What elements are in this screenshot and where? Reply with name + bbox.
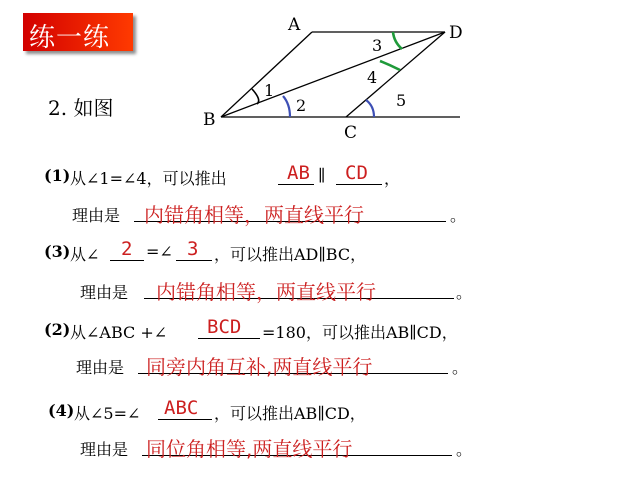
question-4 — [0, 397, 640, 427]
question-3-reason — [0, 276, 640, 306]
question-1-reason — [0, 199, 640, 229]
angle-arc-2 — [283, 96, 290, 117]
question-2-stem: 从∠ABC +∠ — [70, 323, 168, 342]
point-label-b: B — [203, 110, 216, 130]
question-1-reason-answer: 内错角相等，两直线平行 — [144, 203, 364, 227]
question-2-reason — [0, 351, 640, 381]
question-1-period: 。 — [450, 206, 467, 225]
question-4-blank-1[interactable] — [158, 419, 212, 420]
question-2-answer-1: BCD — [207, 316, 242, 338]
question-2-period: 。 — [452, 358, 469, 377]
question-3-stem: 从∠ — [70, 245, 100, 264]
diagonal-bd — [221, 32, 445, 117]
question-3-reason-label: 理由是 — [80, 283, 129, 302]
question-3-equals: =∠ — [146, 242, 173, 261]
question-1-parallel-sign: ∥ — [318, 166, 326, 185]
point-label-d: D — [449, 23, 463, 43]
question-2-reason-label: 理由是 — [76, 358, 125, 377]
question-3-period: 。 — [456, 283, 473, 302]
angle-label-5: 5 — [396, 91, 407, 110]
question-3-blank-2[interactable] — [176, 260, 212, 261]
question-1 — [0, 162, 640, 192]
question-1-reason-label: 理由是 — [72, 206, 121, 225]
problem-heading: 2. 如图 — [48, 96, 114, 120]
question-4-reason — [0, 433, 640, 463]
angle-arc-3 — [393, 32, 402, 49]
point-label-a: A — [288, 15, 301, 35]
question-1-stem: 从∠1=∠4，可以推出 — [70, 169, 227, 188]
question-2-label: (2) — [44, 320, 71, 339]
question-1-blank-2[interactable] — [336, 184, 382, 185]
angle-label-3: 3 — [372, 36, 383, 55]
question-3-answer-2: 3 — [187, 238, 199, 260]
question-1-blank-1[interactable] — [278, 184, 314, 185]
question-4-tail: ，可以推出AB∥CD， — [214, 404, 366, 423]
question-3-reason-answer: 内错角相等，两直线平行 — [156, 280, 376, 304]
question-2 — [0, 316, 640, 346]
question-4-answer-1: ABC — [164, 397, 199, 419]
question-3 — [0, 238, 640, 268]
question-4-period: 。 — [456, 440, 473, 459]
exercise-badge-label: 练一练 — [29, 23, 111, 53]
question-3-blank-1[interactable] — [110, 260, 144, 261]
angle-label-1: 1 — [264, 81, 275, 100]
question-1-comma: ， — [384, 169, 401, 188]
angle-arc-1 — [252, 89, 259, 104]
question-4-reason-label: 理由是 — [80, 440, 129, 459]
question-1-label: (1) — [44, 166, 71, 185]
question-1-answer-2: CD — [345, 162, 368, 184]
question-3-answer-1: 2 — [121, 238, 133, 260]
question-3-tail: ，可以推出AD∥BC， — [214, 245, 367, 264]
question-3-label: (3) — [44, 242, 71, 261]
angle-arc-4 — [380, 61, 400, 70]
angle-arc-5 — [366, 100, 374, 117]
question-4-stem: 从∠5=∠ — [74, 404, 141, 423]
question-2-reason-answer: 同旁内角互补,两直线平行 — [146, 355, 373, 379]
question-2-tail: =180，可以推出AB∥CD， — [262, 323, 458, 342]
question-4-label: (4) — [48, 401, 75, 420]
angle-label-4: 4 — [367, 68, 378, 87]
question-2-blank-1[interactable] — [198, 338, 260, 339]
point-label-c: C — [344, 123, 358, 143]
question-1-answer-1: AB — [287, 162, 310, 184]
angle-label-2: 2 — [296, 96, 307, 115]
question-4-reason-answer: 同位角相等,两直线平行 — [146, 437, 353, 461]
